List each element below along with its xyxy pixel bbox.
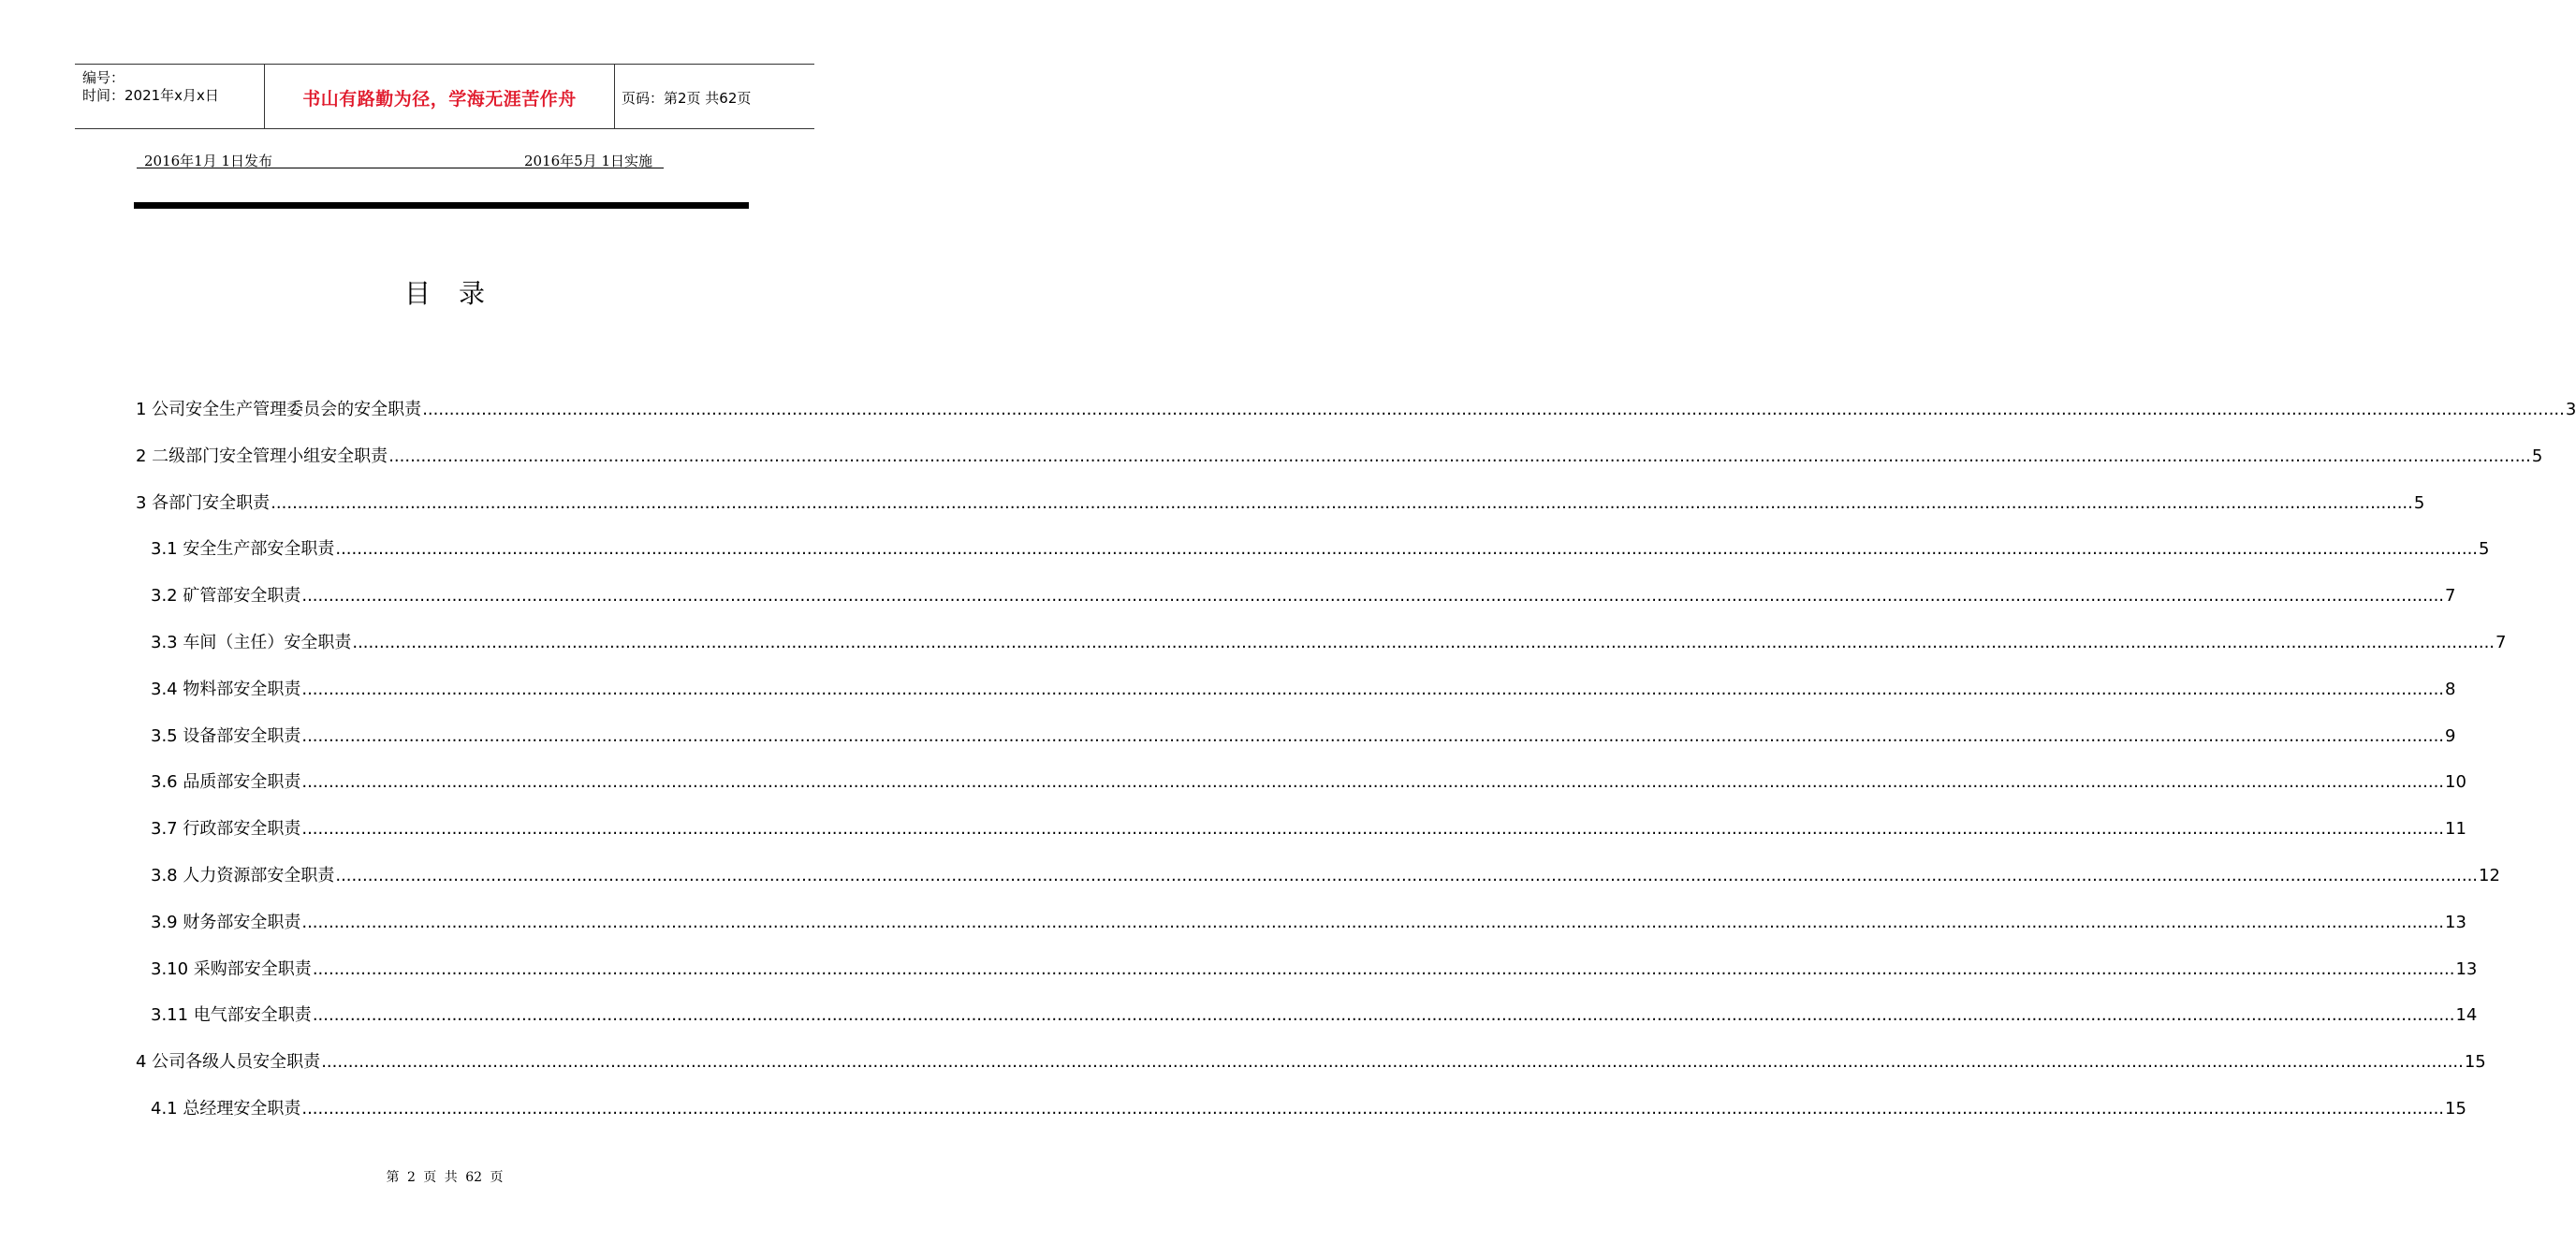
toc-entry[interactable]: [151, 817, 2466, 840]
toc-title: 目录: [403, 278, 513, 309]
toc-entry[interactable]: [136, 445, 2543, 467]
toc-leader-dots: ................................................................................................................................................................................................................................................................................................................................................................................................................: [312, 958, 2455, 979]
toc-entry-label: 3.3 车间（主任）安全职责: [151, 633, 352, 652]
toc-entry-label: 3.1 安全生产部安全职责: [151, 539, 335, 560]
toc-entry-label: 1 公司安全生产管理委员会的安全职责: [136, 400, 422, 419]
toc-entry-page: 15: [2445, 1099, 2466, 1119]
toc-entry-page: 7: [2445, 586, 2456, 607]
toc-entry[interactable]: [151, 864, 2500, 886]
effective-date: 2016年5月 1日实施: [524, 153, 653, 169]
toc-entry-label: 3.9 财务部安全职责: [151, 912, 301, 932]
toc-entry-label: 3.10 采购部安全职责: [151, 958, 312, 979]
toc-leader-dots: ................................................................................................................................................................................................................................................................................................................................................................................................................: [321, 1052, 2464, 1073]
toc-entry[interactable]: [151, 1003, 2478, 1026]
toc-entry-label: 4 公司各级人员安全职责: [136, 1052, 321, 1073]
toc-entry[interactable]: [136, 491, 2425, 514]
number-label: 编号：: [82, 69, 125, 86]
toc-entry[interactable]: [151, 678, 2456, 700]
toc-entry-page: 15: [2464, 1052, 2486, 1073]
header-page-info: 页码：第2页 共62页: [622, 90, 752, 107]
toc-entry-label: 3.4 物料部安全职责: [151, 679, 301, 699]
toc-entry-page: 3: [2565, 400, 2576, 419]
toc-entry-label: 3.2 矿管部安全职责: [151, 586, 301, 607]
toc-entry-page: 8: [2445, 679, 2456, 699]
toc-entry[interactable]: [151, 911, 2466, 933]
toc-entry[interactable]: [151, 1097, 2466, 1119]
toc-leader-dots: ................................................................................................................................................................................................................................................................................................................................................................................................................: [301, 1099, 2445, 1119]
toc-entry-page: 5: [2531, 446, 2543, 466]
toc-entry-label: 3.6 品质部安全职责: [151, 772, 301, 793]
toc-entry-label: 2 二级部门安全管理小组安全职责: [136, 446, 388, 466]
toc-entry-page: 10: [2445, 772, 2466, 793]
toc-entry-label: 3.11 电气部安全职责: [151, 1005, 312, 1026]
toc-entry-page: 11: [2445, 819, 2466, 840]
toc-entry-label: 3 各部门安全职责: [136, 492, 271, 513]
toc-leader-dots: ................................................................................................................................................................................................................................................................................................................................................................................................................: [335, 866, 2479, 885]
toc-entry[interactable]: [151, 584, 2456, 607]
toc-entry-page: 14: [2455, 1005, 2478, 1026]
toc-leader-dots: ................................................................................................................................................................................................................................................................................................................................................................................................................: [301, 912, 2445, 932]
toc-entry[interactable]: [151, 958, 2478, 980]
page-footer: 第 2 页 共 62 页: [386, 1170, 504, 1185]
toc-entry-page: 13: [2455, 958, 2478, 979]
toc-entry[interactable]: [151, 770, 2466, 793]
toc-entry-label: 3.8 人力资源部安全职责: [151, 866, 335, 885]
toc-leader-dots: ................................................................................................................................................................................................................................................................................................................................................................................................................: [301, 679, 2445, 699]
toc-entry-label: 3.5 设备部安全职责: [151, 725, 301, 746]
time-label: 时间：2021年x月x日: [82, 87, 219, 104]
toc-entry[interactable]: [151, 631, 2507, 653]
toc-leader-dots: ................................................................................................................................................................................................................................................................................................................................................................................................................: [312, 1005, 2455, 1026]
toc-entry-page: 12: [2479, 866, 2500, 885]
toc-leader-dots: ................................................................................................................................................................................................................................................................................................................................................................................................................: [388, 446, 2531, 466]
toc-leader-dots: ................................................................................................................................................................................................................................................................................................................................................................................................................: [301, 586, 2445, 607]
toc-entry[interactable]: [136, 1050, 2486, 1073]
toc-entry-page: 9: [2445, 725, 2456, 746]
toc-leader-dots: ................................................................................................................................................................................................................................................................................................................................................................................................................: [352, 633, 2496, 652]
publish-date: 2016年1月 1日发布: [144, 153, 273, 169]
toc-leader-dots: ................................................................................................................................................................................................................................................................................................................................................................................................................: [422, 400, 2565, 419]
toc-leader-dots: ................................................................................................................................................................................................................................................................................................................................................................................................................: [335, 539, 2479, 560]
toc-entry-page: 5: [2479, 539, 2490, 560]
toc-leader-dots: ................................................................................................................................................................................................................................................................................................................................................................................................................: [301, 725, 2445, 746]
toc-entry-page: 5: [2413, 492, 2425, 513]
toc-entry[interactable]: [151, 724, 2456, 747]
toc-entry-page: 13: [2445, 912, 2466, 932]
toc-entry[interactable]: [136, 398, 2576, 420]
toc-entry[interactable]: [151, 537, 2490, 560]
toc-entry-label: 3.7 行政部安全职责: [151, 819, 301, 840]
toc-leader-dots: ................................................................................................................................................................................................................................................................................................................................................................................................................: [301, 819, 2445, 840]
toc-entry-label: 4.1 总经理安全职责: [151, 1099, 301, 1119]
toc-leader-dots: ................................................................................................................................................................................................................................................................................................................................................................................................................: [271, 492, 2413, 513]
toc-leader-dots: ................................................................................................................................................................................................................................................................................................................................................................................................................: [301, 772, 2445, 793]
toc-entry-page: 7: [2496, 633, 2507, 652]
motto-text: 书山有路勤为径，学海无涯苦作舟: [302, 89, 577, 110]
